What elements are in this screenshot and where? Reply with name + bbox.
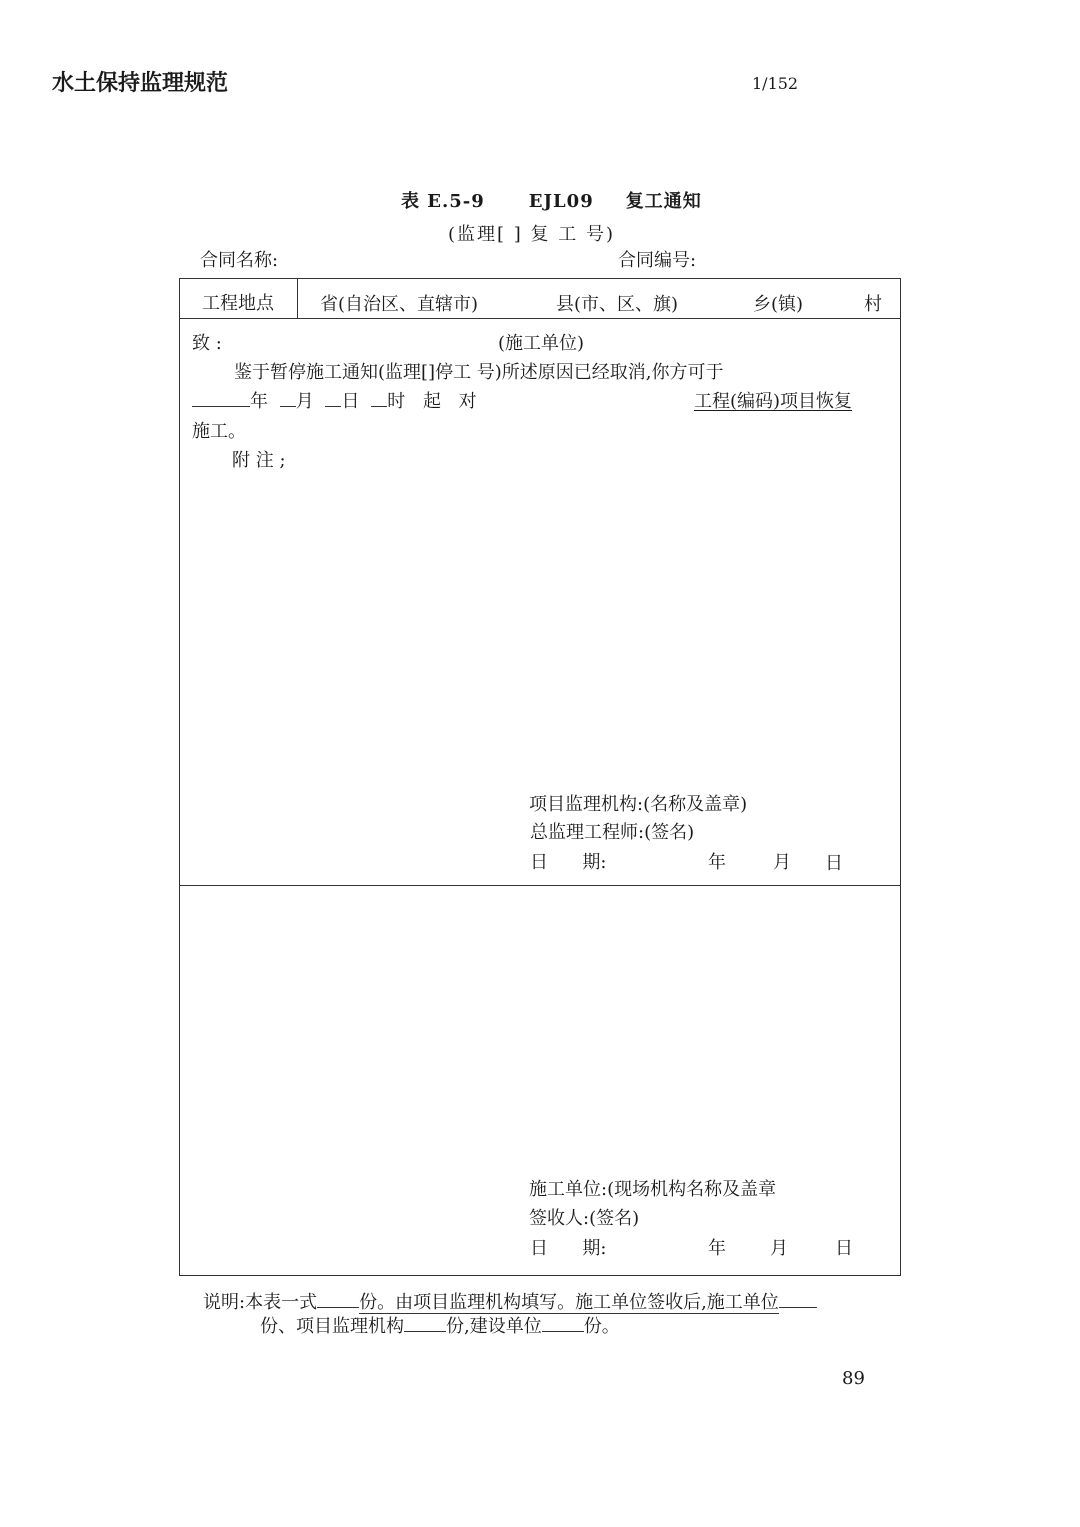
supervisor-date-month: 月 — [773, 852, 791, 873]
contractor-copies-blank — [779, 1290, 817, 1308]
location-county: 县(市、区、旗) — [556, 294, 679, 315]
contractor-date-year: 年 — [708, 1238, 726, 1259]
to-label: 对 — [458, 391, 477, 412]
supervisor-date-year: 年 — [708, 852, 726, 873]
page-number: 89 — [842, 1368, 865, 1389]
footnote-text-4: 份。 — [583, 1316, 620, 1337]
owner-copies-blank — [542, 1314, 584, 1332]
footnote-text-3: 份,建设单位 — [446, 1316, 542, 1337]
addressee-label: 致 : — [192, 333, 222, 354]
year-label: 年 — [250, 391, 268, 412]
location-township: 乡(镇) — [753, 294, 804, 315]
section-divider — [180, 885, 900, 886]
contractor-date-day: 日 — [835, 1238, 853, 1259]
location-province: 省(自治区、直辖市) — [320, 294, 479, 315]
table-subtitle: (监理[ ] 复 工 号) — [448, 224, 615, 245]
supervision-copies-blank — [404, 1314, 446, 1332]
table-number: 表 E.5-9 — [401, 191, 485, 212]
supervision-org-label: 项目监理机构:(名称及盖章) — [529, 794, 748, 815]
hour-blank — [371, 389, 387, 407]
contractor-date-month: 月 — [770, 1238, 788, 1259]
month-blank — [280, 389, 296, 407]
contract-name-label: 合同名称: — [200, 250, 279, 271]
year-blank — [192, 389, 250, 407]
page-counter: 1/152 — [752, 74, 799, 93]
month-label: 月 — [295, 391, 314, 412]
resume-date-line — [192, 387, 477, 413]
notice-form — [179, 278, 901, 1276]
table-heading — [401, 187, 702, 213]
location-village: 村 — [864, 294, 882, 315]
annex-label: 附 注 ; — [232, 450, 286, 471]
row-divider — [180, 318, 900, 319]
footnote-line-1 — [203, 1288, 817, 1314]
footnote-text-2: 份、项目监理机构 — [260, 1316, 404, 1337]
from-label: 起 — [422, 391, 441, 412]
supervisor-date-day: 日 — [825, 853, 843, 874]
document-title: 水土保持监理规范 — [52, 71, 229, 96]
project-resume-text: 工程(编码)项目恢复 — [694, 391, 853, 412]
supervisor-date-label: 日 期: — [530, 852, 607, 873]
column-divider — [297, 279, 298, 318]
receiver-label: 签收人:(签名) — [529, 1208, 640, 1229]
hour-label: 时 — [387, 391, 406, 412]
footnote-prefix: 说明:本表一式 — [203, 1292, 318, 1313]
day-label: 日 — [341, 391, 360, 412]
footnote-line-2 — [260, 1312, 620, 1338]
contract-number-label: 合同编号: — [618, 250, 697, 271]
notice-line-3: 施工。 — [192, 421, 246, 442]
table-name: 复工通知 — [625, 191, 702, 212]
location-label: 工程地点 — [202, 293, 274, 314]
table-code: EJL09 — [528, 191, 594, 212]
day-blank — [325, 389, 341, 407]
notice-line-1: 鉴于暂停施工通知(监理[]停工 号)所述原因已经取消,你方可于 — [234, 362, 724, 383]
chief-engineer-label: 总监理工程师:(签名) — [530, 822, 695, 843]
contractor-date-label: 日 期: — [530, 1238, 607, 1259]
footnote-text-1: 份。由项目监理机构填写。施工单位签收后,施工单位 — [359, 1292, 779, 1313]
copies-blank — [317, 1290, 359, 1308]
contractor-unit-label: 施工单位:(现场机构名称及盖章 — [529, 1179, 777, 1200]
addressee-unit: (施工单位) — [498, 333, 585, 354]
